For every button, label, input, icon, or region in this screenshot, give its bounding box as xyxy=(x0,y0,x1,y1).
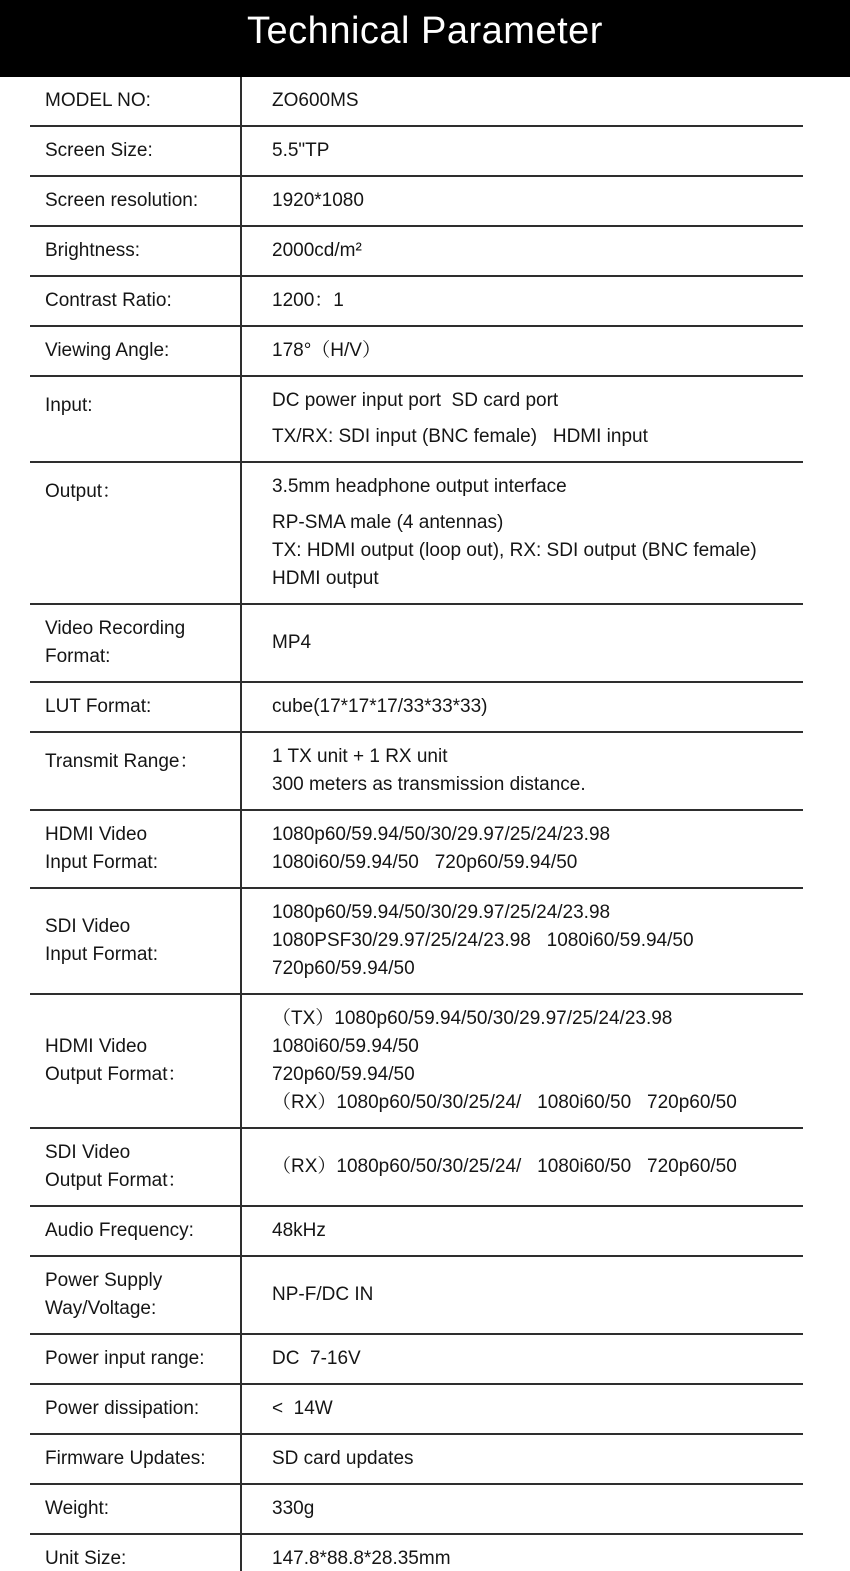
row-value-line: 1080PSF30/29.97/25/24/23.98 1080i60/59.94/50 xyxy=(272,930,694,951)
row-value-paragraph xyxy=(272,287,797,315)
row-value-paragraph xyxy=(272,899,797,983)
row-value-line: 5.5"TP xyxy=(272,140,330,161)
row-value-line: 1080p60/59.94/50/30/29.97/25/24/23.98 xyxy=(272,824,611,845)
row-label-line: HDMI Video xyxy=(45,1036,148,1057)
row-label xyxy=(30,683,240,731)
table-row xyxy=(30,1129,803,1207)
row-value-line: 48kHz xyxy=(272,1220,326,1241)
row-value-line: TX: HDMI output (loop out), RX: SDI output (BNC female) xyxy=(272,540,757,561)
row-value-paragraph xyxy=(272,1345,797,1373)
table-row xyxy=(30,1335,803,1385)
row-value xyxy=(240,1485,803,1533)
row-value-paragraph xyxy=(272,187,797,215)
row-label-line: Screen Size: xyxy=(45,140,153,161)
table-row xyxy=(30,811,803,889)
row-label-line: Brightness: xyxy=(45,240,141,261)
row-value-paragraph xyxy=(272,509,797,593)
row-value xyxy=(240,127,803,175)
row-value-line: 2000cd/m² xyxy=(272,240,362,261)
row-value-line: NP-F/DC IN xyxy=(272,1284,374,1305)
row-label-line: Weight: xyxy=(45,1498,110,1519)
row-label-line: Output： xyxy=(45,481,122,502)
row-value-paragraph xyxy=(272,1395,797,1423)
table-row xyxy=(30,889,803,995)
row-value-line: （RX）1080p60/50/30/25/24/ 1080i60/50 720p60/50 xyxy=(272,1092,737,1113)
row-value-line: 1200：1 xyxy=(272,290,344,311)
table-row xyxy=(30,77,803,127)
table-row xyxy=(30,1207,803,1257)
row-value-line: 720p60/59.94/50 xyxy=(272,958,415,979)
row-value xyxy=(240,277,803,325)
row-value xyxy=(240,1129,803,1205)
row-label-line: Format: xyxy=(45,646,111,667)
row-value-line: 1080i60/59.94/50 xyxy=(272,1036,419,1057)
row-value xyxy=(240,605,803,681)
parameter-table xyxy=(30,77,803,1571)
row-value xyxy=(240,377,803,461)
row-label-line: Screen resolution: xyxy=(45,190,199,211)
row-value xyxy=(240,811,803,887)
row-label xyxy=(30,277,240,325)
row-label xyxy=(30,605,240,681)
row-value xyxy=(240,733,803,809)
row-value-line: 330g xyxy=(272,1498,315,1519)
row-value-line: 147.8*88.8*28.35mm xyxy=(272,1548,451,1569)
row-value-paragraph xyxy=(272,387,797,415)
row-value-line: 1 TX unit + 1 RX unit xyxy=(272,746,448,767)
row-label xyxy=(30,127,240,175)
row-label xyxy=(30,327,240,375)
row-value xyxy=(240,1385,803,1433)
row-value xyxy=(240,1257,803,1333)
row-value-paragraph xyxy=(272,629,797,657)
table-row xyxy=(30,127,803,177)
row-label-line: Power input range: xyxy=(45,1348,205,1369)
row-label xyxy=(30,889,240,993)
row-value-line: 720p60/59.94/50 xyxy=(272,1064,415,1085)
row-label-line: Viewing Angle: xyxy=(45,340,170,361)
row-label-line: Transmit Range： xyxy=(45,751,199,772)
row-value xyxy=(240,1535,803,1571)
table-row xyxy=(30,177,803,227)
row-value xyxy=(240,327,803,375)
row-value-paragraph xyxy=(272,87,797,115)
row-value-paragraph xyxy=(272,337,797,365)
row-label xyxy=(30,1207,240,1255)
row-value-line: TX/RX: SDI input (BNC female) HDMI input xyxy=(272,426,648,447)
row-value-line: DC 7-16V xyxy=(272,1348,361,1369)
row-label xyxy=(30,1335,240,1383)
row-value-paragraph xyxy=(272,1445,797,1473)
row-value-paragraph xyxy=(272,1281,797,1309)
row-label-line: Input Format: xyxy=(45,944,158,965)
table-row xyxy=(30,1485,803,1535)
row-value-line: 1080p60/59.94/50/30/29.97/25/24/23.98 xyxy=(272,902,611,923)
row-label-line: Firmware Updates: xyxy=(45,1448,206,1469)
row-label xyxy=(30,463,240,603)
row-value-line: DC power input port SD card port xyxy=(272,390,559,411)
row-label-line: SDI Video xyxy=(45,1142,131,1163)
row-label xyxy=(30,995,240,1127)
table-row xyxy=(30,1535,803,1571)
row-value-line: MP4 xyxy=(272,632,312,653)
row-value-line: 3.5mm headphone output interface xyxy=(272,476,567,497)
row-value-paragraph xyxy=(272,821,797,877)
table-row xyxy=(30,1257,803,1335)
row-value-paragraph xyxy=(272,1153,797,1181)
row-value xyxy=(240,995,803,1127)
row-value-paragraph xyxy=(272,1545,797,1571)
row-label xyxy=(30,1485,240,1533)
row-label-line: SDI Video xyxy=(45,916,131,937)
row-label-line: Audio Frequency: xyxy=(45,1220,194,1241)
row-value-line: （TX）1080p60/59.94/50/30/29.97/25/24/23.98 xyxy=(272,1008,673,1029)
row-label-line: Input Format: xyxy=(45,852,158,873)
row-value xyxy=(240,889,803,993)
row-label xyxy=(30,1129,240,1205)
table-row xyxy=(30,463,803,605)
row-label xyxy=(30,77,240,125)
table-row xyxy=(30,1435,803,1485)
row-value-line: RP-SMA male (4 antennas) xyxy=(272,512,504,533)
row-label xyxy=(30,1257,240,1333)
row-value-line: cube(17*17*17/33*33*33) xyxy=(272,696,488,717)
row-label xyxy=(30,377,240,461)
row-label xyxy=(30,177,240,225)
row-value-line: （RX）1080p60/50/30/25/24/ 1080i60/50 720p60/50 xyxy=(272,1156,737,1177)
row-label xyxy=(30,1535,240,1571)
row-label-line: LUT Format: xyxy=(45,696,152,717)
table-row xyxy=(30,377,803,463)
row-value-paragraph xyxy=(272,743,797,799)
table-row xyxy=(30,683,803,733)
row-value-line: 178°（H/V） xyxy=(272,340,381,361)
row-value-line: ZO600MS xyxy=(272,90,359,111)
row-label xyxy=(30,733,240,809)
row-value-paragraph xyxy=(272,1495,797,1523)
table-row xyxy=(30,995,803,1129)
row-value-paragraph xyxy=(272,473,797,501)
row-label xyxy=(30,1385,240,1433)
page-title: Technical Parameter xyxy=(247,10,603,52)
row-value xyxy=(240,1207,803,1255)
table-row xyxy=(30,733,803,811)
header-bar xyxy=(0,0,850,77)
table-row xyxy=(30,227,803,277)
row-value-line: 1920*1080 xyxy=(272,190,364,211)
row-value xyxy=(240,227,803,275)
row-value-paragraph xyxy=(272,1005,797,1117)
row-label-line: Video Recording xyxy=(45,618,186,639)
row-label-line: HDMI Video xyxy=(45,824,148,845)
row-label-line: Way/Voltage: xyxy=(45,1298,157,1319)
row-value-line: HDMI output xyxy=(272,568,379,589)
row-value xyxy=(240,1335,803,1383)
row-label-line: Input: xyxy=(45,395,93,416)
row-value xyxy=(240,77,803,125)
row-label-line: Power dissipation: xyxy=(45,1398,200,1419)
row-label-line: Output Format： xyxy=(45,1170,187,1191)
row-value xyxy=(240,1435,803,1483)
row-value-line: < 14W xyxy=(272,1398,333,1419)
row-value-paragraph xyxy=(272,1217,797,1245)
table-row xyxy=(30,605,803,683)
row-value-paragraph xyxy=(272,237,797,265)
row-value-paragraph xyxy=(272,423,797,451)
row-label-line: Power Supply xyxy=(45,1270,163,1291)
row-value-line: 300 meters as transmission distance. xyxy=(272,774,586,795)
row-label-line: MODEL NO: xyxy=(45,90,151,111)
row-value-paragraph xyxy=(272,693,797,721)
row-value-line: 1080i60/59.94/50 720p60/59.94/50 xyxy=(272,852,578,873)
row-label-line: Contrast Ratio: xyxy=(45,290,172,311)
row-label-line: Output Format： xyxy=(45,1064,187,1085)
row-label xyxy=(30,811,240,887)
row-value xyxy=(240,683,803,731)
row-label xyxy=(30,227,240,275)
row-value xyxy=(240,177,803,225)
row-value-paragraph xyxy=(272,137,797,165)
row-label-line: Unit Size: xyxy=(45,1548,127,1569)
table-row xyxy=(30,327,803,377)
row-label xyxy=(30,1435,240,1483)
row-value xyxy=(240,463,803,603)
row-value-line: SD card updates xyxy=(272,1448,414,1469)
table-row xyxy=(30,277,803,327)
table-row xyxy=(30,1385,803,1435)
